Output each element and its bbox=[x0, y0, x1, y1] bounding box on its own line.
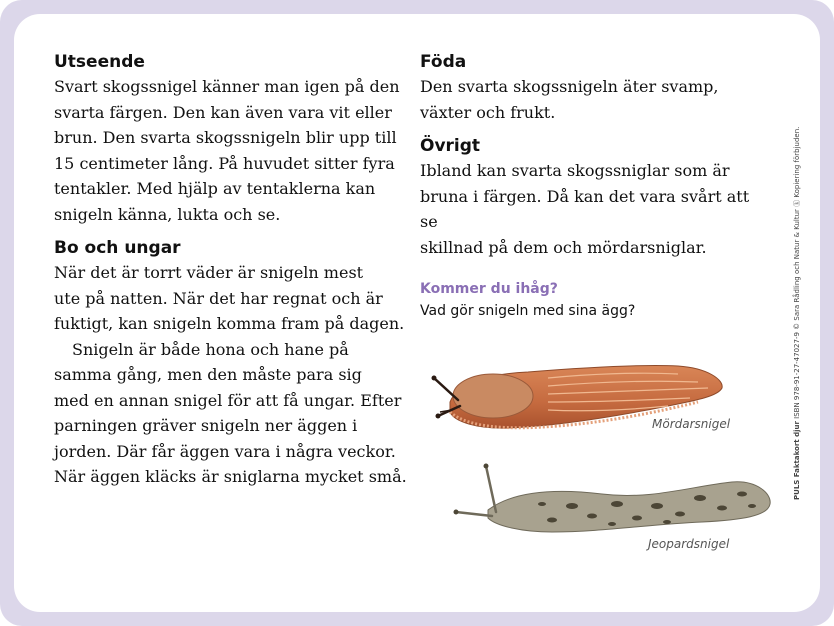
copyright-credit bbox=[792, 60, 802, 500]
no-copy-icon: ⓚ bbox=[793, 199, 801, 210]
credit-isbn: ISBN 978-91-27-47027-9 © Sara Rådling och Natur & Kultur bbox=[793, 209, 801, 422]
question-title: Kommer du ihåg? bbox=[420, 281, 558, 297]
bo-heading: Bo och ungar bbox=[54, 238, 181, 258]
credit-title: PULS Faktakort djur bbox=[793, 421, 801, 500]
jeopardsnigel-caption: Jeopardsnigel bbox=[648, 537, 730, 551]
foda-heading: Föda bbox=[420, 52, 467, 72]
foda-text: Den svarta skogssnigeln äter svamp, växter och frukt. bbox=[420, 77, 719, 122]
question-text: Vad gör snigeln med sina ägg? bbox=[420, 303, 636, 319]
bo-text-2: Snigeln är både hona och hane på samma gång, men den måste para sig med en annan snigel för att få ungar. Efter parningen gräver snigeln ner äggen i jorden. Där får äggen vara i några veckor. När äggen kläcks är sniglarna mycket små. bbox=[54, 339, 407, 486]
credit-copy: Kopiering förbjuden. bbox=[793, 126, 801, 200]
jeopardsnigel-image bbox=[452, 460, 778, 540]
mordarsnigel-caption: Mördarsnigel bbox=[652, 417, 731, 431]
ovrigt-text: Ibland kan svarta skogssniglar som är bruna i färgen. Då kan det vara svårt att se skillnad på dem och mördarsniglar. bbox=[420, 161, 750, 257]
right-column bbox=[420, 50, 760, 322]
left-column bbox=[54, 50, 414, 490]
utseende-heading: Utseende bbox=[54, 52, 145, 72]
utseende-text: Svart skogssnigel känner man igen på den svarta färgen. Den kan även vara vit eller brun. Den svarta skogssnigeln blir upp till 15 centimeter lång. På huvudet sitter fyra tentakler. Med hjälp av tentaklerna kan snigeln känna, lukta och se. bbox=[54, 77, 400, 224]
bo-text-1: När det är torrt väder är snigeln mest ute på natten. När det har regnat och är fuktigt, kan snigeln komma fram på dagen. bbox=[54, 263, 405, 333]
ovrigt-heading: Övrigt bbox=[420, 136, 481, 156]
